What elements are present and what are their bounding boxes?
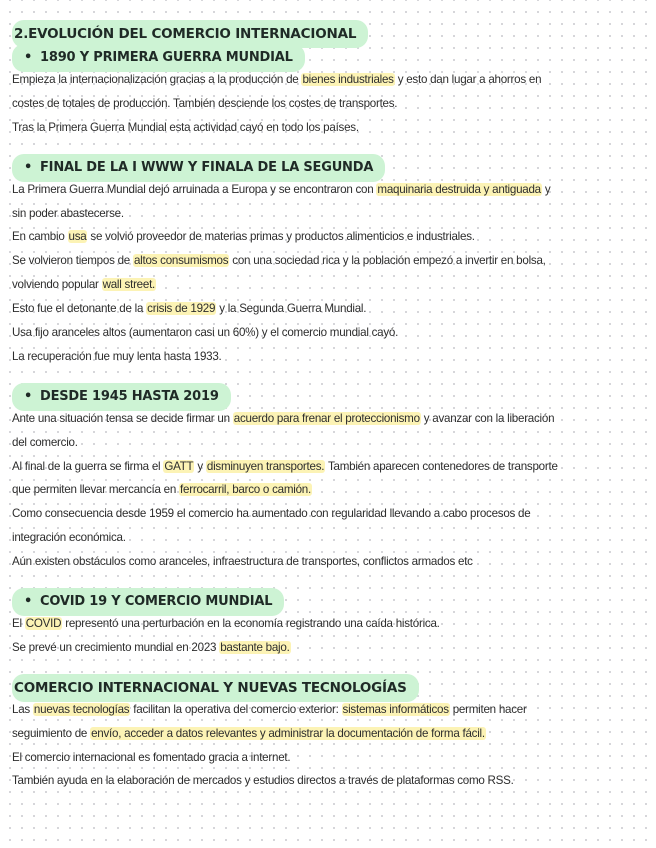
- text-segment: costes de totales de producción. También desciende los costes de transportes.: [12, 96, 398, 110]
- section-body: [12, 407, 646, 574]
- bullet-icon: •: [23, 594, 33, 610]
- text-segment: integración económica.: [12, 531, 126, 545]
- highlighted-text: altos consumismos: [133, 254, 229, 268]
- text-segment: representó una perturbación en la economía registrando una caída histórica.: [62, 617, 440, 631]
- section-heading-text: DESDE 1945 HASTA 2019: [40, 388, 219, 404]
- text-line: [12, 612, 646, 636]
- highlighted-text: nuevas tecnologías: [33, 702, 130, 716]
- section: [12, 44, 646, 140]
- text-segment: Empieza la internacionalización gracias a la producción de: [12, 73, 302, 86]
- final-heading-row: [12, 674, 646, 698]
- text-segment: y: [541, 182, 551, 196]
- text-line: [12, 202, 646, 226]
- text-line: [12, 722, 646, 746]
- text-segment: y: [194, 459, 206, 473]
- text-segment: seguimiento de: [12, 726, 91, 740]
- section-body: [12, 178, 646, 369]
- section-heading-row: [12, 588, 646, 612]
- text-line: [12, 636, 646, 660]
- text-segment: y la Segunda Guerra Mundial.: [216, 302, 367, 316]
- text-line: [12, 68, 646, 92]
- section-heading-row: [12, 154, 646, 178]
- section-heading-text: COVID 19 Y COMERCIO MUNDIAL: [40, 594, 273, 610]
- text-line: [12, 769, 646, 793]
- text-line: [12, 249, 646, 273]
- text-segment: Ante una situación tensa se decide firmar un: [12, 411, 233, 425]
- text-line: [12, 273, 646, 297]
- section-heading-text: FINAL DE LA I WWW Y FINALA DE LA SEGUNDA: [40, 159, 374, 175]
- bullet-icon: •: [23, 50, 33, 65]
- text-segment: También ayuda en la elaboración de mercados y estudios directos a través de plataformas como RSS.: [12, 774, 514, 788]
- text-segment: y avanzar con la liberación: [420, 411, 555, 425]
- text-line: [12, 455, 646, 479]
- final-section-title: COMERCIO INTERNACIONAL Y NUEVAS TECNOLOGÍAS: [12, 674, 419, 702]
- final-section-body: [12, 698, 646, 794]
- text-segment: También aparecen contenedores de transporte: [325, 459, 558, 473]
- bullet-icon: •: [23, 388, 33, 404]
- text-segment: Se volvieron tiempos de: [12, 254, 133, 268]
- highlighted-text: crisis de 1929: [147, 302, 216, 316]
- text-segment: permiten hacer: [449, 702, 527, 716]
- text-line: [12, 698, 646, 722]
- sections-container: [12, 44, 646, 660]
- text-segment: El comercio internacional es fomentado gracia a internet.: [12, 750, 291, 764]
- section: [12, 588, 646, 660]
- text-segment: La recuperación fue muy lenta hasta 1933.: [12, 349, 222, 363]
- section-body: [12, 612, 646, 660]
- text-segment: Como consecuencia desde 1959 el comercio ha aumentado con regularidad llevando a cabo procesos de: [12, 507, 531, 521]
- text-segment: del comercio.: [12, 435, 78, 449]
- page-title: 2.EVOLUCIÓN DEL COMERCIO INTERNACIONAL: [12, 20, 368, 48]
- section: [12, 383, 646, 574]
- highlighted-text: usa: [68, 230, 87, 244]
- text-segment: volviendo popular: [12, 278, 102, 292]
- text-line: [12, 178, 646, 202]
- highlighted-text: COVID: [25, 617, 62, 631]
- text-line: [12, 116, 646, 140]
- highlighted-text: disminuyen transportes.: [206, 459, 325, 473]
- text-segment: Las: [12, 702, 33, 716]
- text-line: [12, 345, 646, 369]
- text-line: [12, 407, 646, 431]
- section: [12, 154, 646, 369]
- highlighted-text: acuerdo para frenar el proteccionismo: [233, 411, 420, 425]
- section-body: [12, 68, 646, 140]
- bullet-icon: •: [23, 159, 33, 175]
- text-segment: Aún existen obstáculos como aranceles, infraestructura de transportes, conflictos armados etc: [12, 555, 473, 569]
- text-line: [12, 478, 646, 502]
- highlighted-text: GATT: [164, 459, 194, 473]
- text-line: [12, 297, 646, 321]
- text-line: [12, 321, 646, 345]
- text-segment: Tras la Primera Guerra Mundial esta actividad cayó en todo los países.: [12, 120, 359, 134]
- title-row: [12, 20, 646, 44]
- text-segment: sin poder abastecerse.: [12, 206, 124, 220]
- text-line: [12, 431, 646, 455]
- highlighted-text: sistemas informáticos: [342, 702, 449, 716]
- text-segment: se volvió proveedor de materias primas y productos alimenticios e industriales.: [87, 230, 475, 244]
- text-line: [12, 746, 646, 770]
- highlighted-text: bastante bajo.: [220, 640, 290, 654]
- section-heading-text: 1890 Y PRIMERA GUERRA MUNDIAL: [40, 50, 293, 65]
- text-segment: En cambio: [12, 230, 68, 244]
- text-segment: y esto dan lugar a ahorros en: [394, 73, 542, 86]
- text-segment: Al final de la guerra se firma el: [12, 459, 164, 473]
- text-segment: facilitan la operativa del comercio exterior:: [130, 702, 342, 716]
- text-segment: que permiten llevar mercancía en: [12, 483, 180, 497]
- text-line: [12, 526, 646, 550]
- text-line: [12, 92, 646, 116]
- highlighted-text: bienes industriales: [302, 73, 394, 86]
- text-segment: Se prevé un crecimiento mundial en 2023: [12, 640, 220, 654]
- text-segment: con una sociedad rica y la población empezó a invertir en bolsa,: [229, 254, 546, 268]
- text-line: [12, 550, 646, 574]
- highlighted-text: envío, acceder a datos relevantes y administrar la documentación de forma fácil.: [91, 726, 485, 740]
- highlighted-text: ferrocarril, barco o camión.: [180, 483, 311, 497]
- highlighted-text: wall street.: [102, 278, 156, 292]
- text-line: [12, 225, 646, 249]
- highlighted-text: maquinaria destruida y antiguada: [377, 182, 541, 196]
- section-heading-row: [12, 383, 646, 407]
- text-segment: Esto fue el detonante de la: [12, 302, 147, 316]
- text-segment: Usa fijo aranceles altos (aumentaron casi un 60%) y el comercio mundial cayó.: [12, 326, 399, 340]
- text-line: [12, 502, 646, 526]
- text-segment: El: [12, 617, 25, 631]
- text-segment: La Primera Guerra Mundial dejó arruinada a Europa y se encontraron con: [12, 182, 377, 196]
